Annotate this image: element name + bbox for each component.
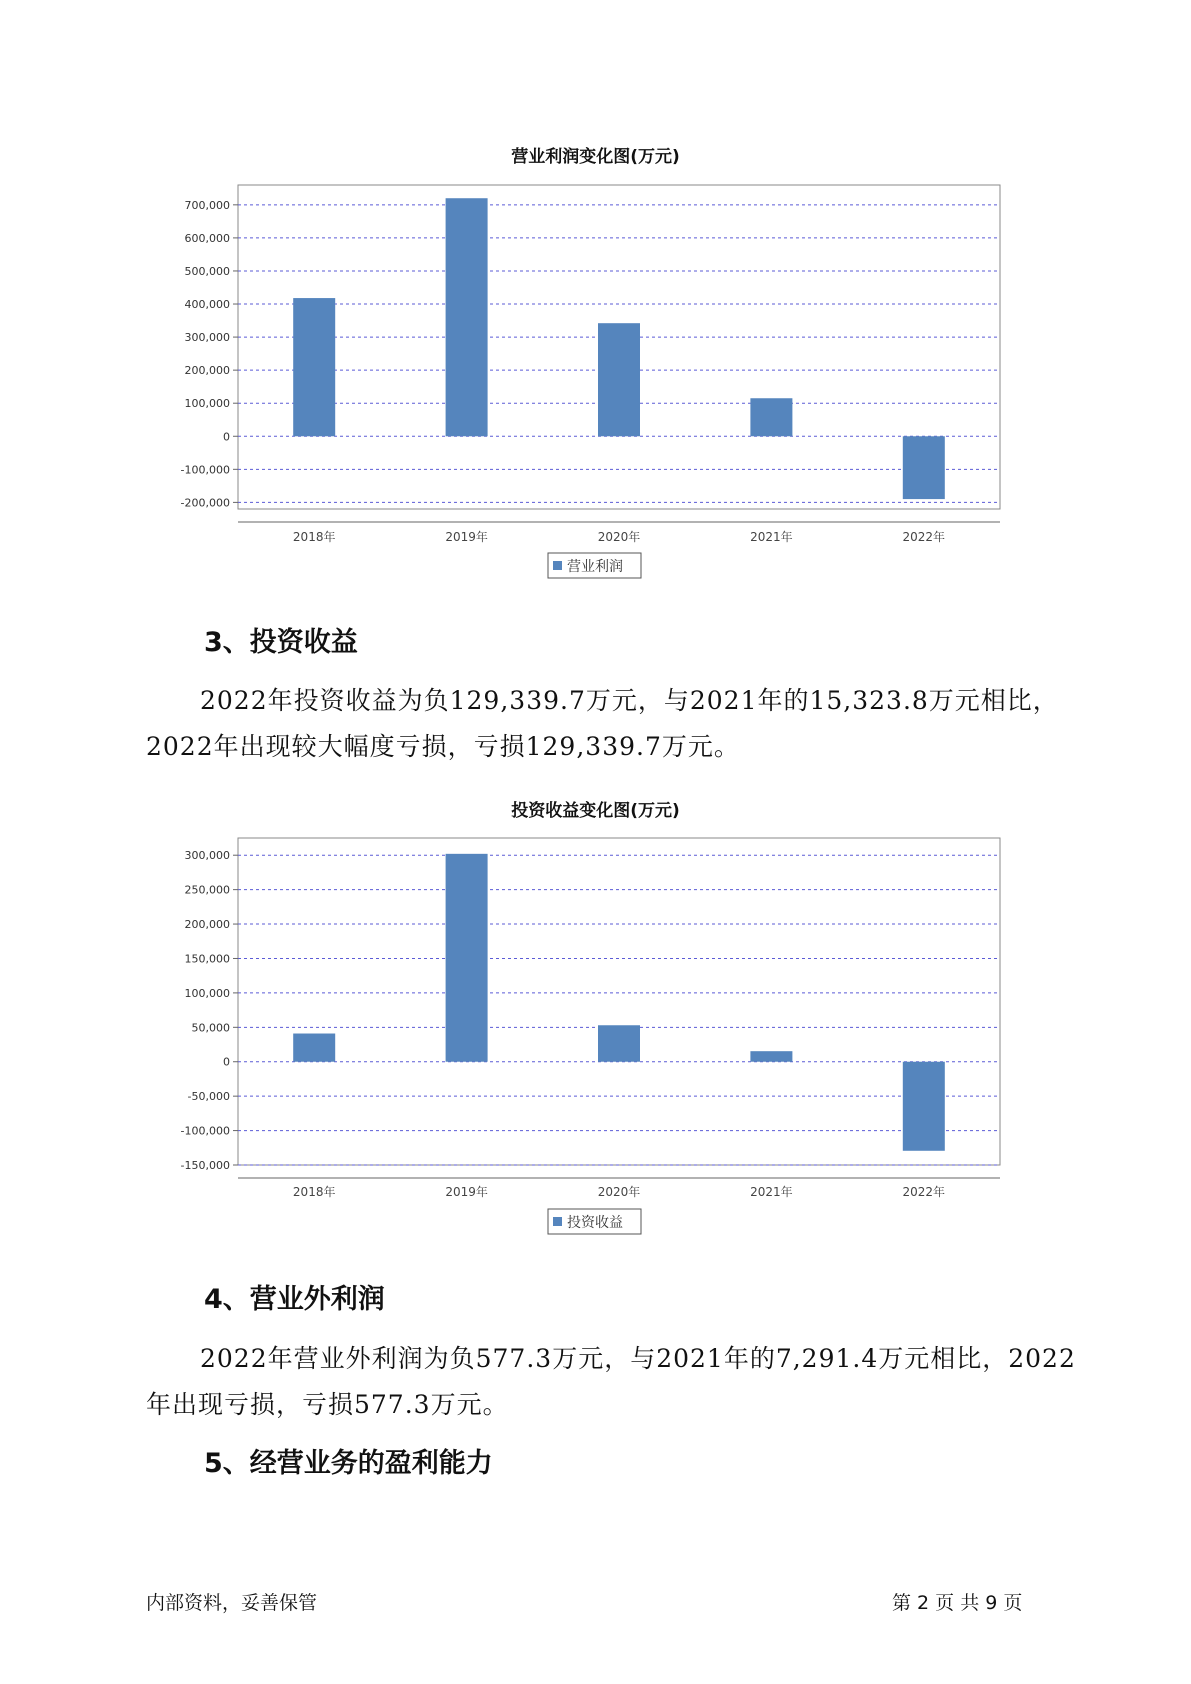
bar-2021年 [750,1051,792,1062]
section-5-heading: 5、经营业务的盈利能力 [204,1448,493,1479]
x-category-label: 2019年 [445,1185,488,1199]
y-tick-label: 0 [223,430,230,444]
y-tick-label: 50,000 [191,1021,230,1035]
y-tick-label: 200,000 [184,918,230,932]
x-category-label: 2021年 [750,1185,793,1199]
y-tick-label: -100,000 [180,1124,230,1138]
x-category-label: 2018年 [292,1185,336,1199]
legend-swatch [553,1217,562,1226]
y-tick-label: 300,000 [184,331,230,345]
x-category-label: 2019年 [445,530,488,544]
y-tick-label: 500,000 [184,264,230,278]
section-3-heading: 3、投资收益 [204,627,358,658]
x-category-label: 2021年 [750,530,793,544]
footer-left: 内部资料，妥善保管 [146,1592,318,1614]
y-tick-label: 700,000 [184,198,230,212]
y-tick-label: 200,000 [184,364,230,378]
chart-title: 投资收益变化图(万元) [511,801,680,821]
y-tick-label: 250,000 [184,883,230,897]
x-category-label: 2018年 [292,530,336,544]
y-tick-label: 100,000 [184,986,230,1000]
y-tick-label: -200,000 [180,496,230,510]
y-tick-label: -50,000 [187,1090,230,1104]
footer-page-number: 第 2 页 共 9 页 [892,1592,1023,1614]
section-3-line-1: 2022年投资收益为负129,339.7万元，与2021年的15,323.8万元相比， [200,686,1059,715]
x-category-label: 2020年 [597,1185,641,1199]
bar-2018年 [293,1034,335,1062]
legend-label: 投资收益 [567,1215,623,1231]
plot-area [238,838,1000,1165]
section-4-paragraph [146,1336,1076,1428]
chart-title: 营业利润变化图(万元) [511,147,680,167]
section-4-line-2: 年出现亏损，亏损577.3万元。 [146,1390,509,1419]
x-category-label: 2020年 [597,530,641,544]
y-tick-label: 600,000 [184,231,230,245]
section-4-heading: 4、营业外利润 [204,1284,385,1315]
x-category-label: 2022年 [902,1185,946,1199]
x-category-label: 2022年 [902,530,946,544]
section-3-line-2: 2022年出现较大幅度亏损，亏损129,339.7万元。 [146,732,740,761]
section-4-line-1: 2022年营业外利润为负577.3万元，与2021年的7,291.4万元相比，2022 [200,1344,1076,1373]
bar-2020年 [598,1025,640,1061]
y-tick-label: 400,000 [184,298,230,312]
bar-2019年 [446,854,488,1062]
y-tick-label: 150,000 [184,952,230,966]
y-tick-label: 300,000 [184,849,230,863]
y-tick-label: -100,000 [180,463,230,477]
y-tick-label: -150,000 [180,1159,230,1172]
y-tick-label: 100,000 [184,397,230,411]
y-tick-label: 0 [223,1055,230,1069]
legend-label: 营业利润 [567,559,623,575]
bar-2022年 [903,1062,945,1151]
